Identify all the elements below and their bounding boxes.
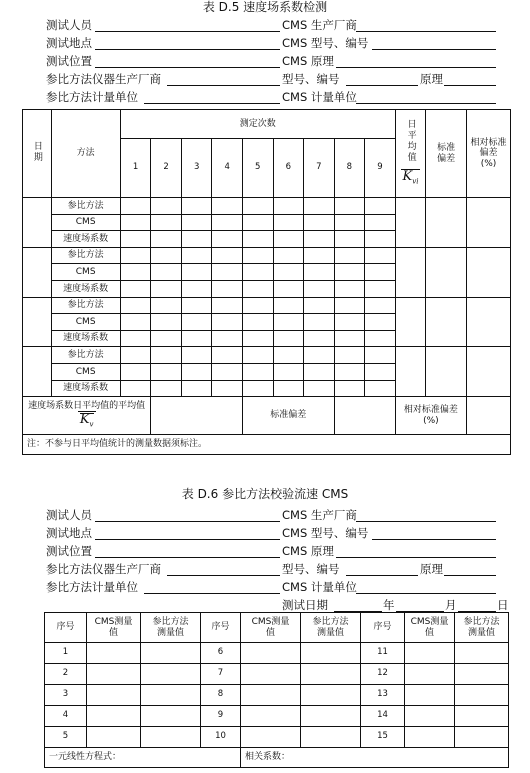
daily-avg-header: 日平均值 $K_{vi}$ — [395, 110, 426, 198]
measurement-cell[interactable] — [181, 198, 212, 215]
measurement-cell[interactable] — [304, 247, 335, 264]
cms-principle-label-d6: CMS 原理 — [282, 544, 334, 558]
daily-avg-cell[interactable] — [395, 347, 426, 397]
measurement-cell[interactable] — [273, 297, 304, 314]
cms-model-label-d6: CMS 型号、编号 — [282, 526, 369, 540]
measurement-cell[interactable] — [304, 347, 335, 364]
ref-principle-label-d6: 原理 — [420, 562, 443, 576]
cms-manufacturer-label: CMS 生产厂商 — [282, 18, 357, 32]
method-header: 方法 — [51, 110, 120, 198]
position-field-d6[interactable] — [95, 557, 280, 558]
measurement-cell[interactable] — [212, 330, 243, 347]
ref-unit-label-d6: 参比方法计量单位 — [46, 580, 138, 594]
measurement-cell[interactable] — [334, 198, 365, 215]
seq-cell: 14 — [361, 706, 405, 727]
measurement-cell[interactable] — [273, 380, 304, 397]
measurement-cell[interactable] — [242, 363, 273, 380]
ref-manufacturer-field-d6[interactable] — [167, 575, 280, 576]
seq-cell: 11 — [361, 643, 405, 664]
position-field[interactable] — [95, 67, 280, 68]
cms-value-cell[interactable] — [87, 643, 141, 664]
cms-value-cell[interactable] — [241, 706, 301, 727]
ref-value-cell[interactable] — [301, 664, 361, 685]
ref-value-cell[interactable] — [301, 643, 361, 664]
ref-value-cell[interactable] — [455, 727, 509, 748]
measurement-cell[interactable] — [120, 264, 151, 281]
table-d5 — [22, 109, 511, 455]
cms-value-cell[interactable] — [87, 727, 141, 748]
std-dev-cell[interactable] — [426, 198, 467, 248]
avg-of-avg-value[interactable] — [151, 397, 243, 435]
cms-value-cell[interactable] — [405, 685, 455, 706]
year-label: 年 — [383, 598, 395, 612]
measurement-cell[interactable] — [212, 264, 243, 281]
measurement-cell[interactable] — [242, 198, 273, 215]
count-9: 9 — [365, 139, 396, 198]
measurement-cell[interactable] — [212, 347, 243, 364]
seq-cell: 4 — [45, 706, 87, 727]
count-1: 1 — [120, 139, 151, 198]
seq-cell: 13 — [361, 685, 405, 706]
seq-cell: 7 — [201, 664, 241, 685]
measurement-cell[interactable] — [304, 231, 335, 248]
k-vi-symbol: $K_{vi}$ — [401, 169, 421, 189]
seq-header-3: 序号 — [361, 613, 405, 643]
std-dev-footer-value[interactable] — [334, 397, 395, 435]
ref-model-label-d6: 型号、编号 — [282, 562, 340, 576]
cms-manufacturer-field[interactable] — [356, 31, 496, 32]
ref-unit-field[interactable] — [144, 103, 280, 104]
measurement-cell[interactable] — [334, 247, 365, 264]
measurement-cell[interactable] — [365, 363, 396, 380]
measurement-cell[interactable] — [242, 314, 273, 331]
ref-value-cell[interactable] — [141, 643, 201, 664]
measurement-cell[interactable] — [365, 247, 396, 264]
measurement-cell[interactable] — [151, 314, 182, 331]
measurement-cell[interactable] — [242, 297, 273, 314]
measurement-cell[interactable] — [151, 380, 182, 397]
method-cell: 速度场系数 — [51, 330, 120, 347]
method-cell: 速度场系数 — [51, 231, 120, 248]
date-cell[interactable] — [23, 297, 52, 347]
seq-cell: 2 — [45, 664, 87, 685]
count-3: 3 — [181, 139, 212, 198]
measurement-cell[interactable] — [304, 363, 335, 380]
measurement-cell[interactable] — [334, 280, 365, 297]
measurement-cell[interactable] — [120, 198, 151, 215]
measurement-cell[interactable] — [120, 347, 151, 364]
method-cell: 参比方法 — [51, 297, 120, 314]
measurement-cell[interactable] — [212, 247, 243, 264]
measurement-cell[interactable] — [181, 347, 212, 364]
measurement-cell[interactable] — [273, 347, 304, 364]
measurement-cell[interactable] — [212, 198, 243, 215]
measurement-cell[interactable] — [120, 214, 151, 231]
measurement-cell[interactable] — [273, 198, 304, 215]
measurement-cell[interactable] — [242, 280, 273, 297]
ref-header-3: 参比方法测量值 — [455, 613, 509, 643]
ref-unit-field-d6[interactable] — [144, 593, 280, 594]
rel-std-cell[interactable] — [467, 297, 511, 347]
ref-principle-field[interactable] — [444, 85, 496, 86]
measurement-cell[interactable] — [304, 297, 335, 314]
measurement-cell[interactable] — [120, 247, 151, 264]
ref-manufacturer-label-d6: 参比方法仪器生产厂商 — [46, 562, 161, 576]
measurement-cell[interactable] — [365, 330, 396, 347]
cms-principle-label: CMS 原理 — [282, 54, 334, 68]
ref-value-cell[interactable] — [455, 643, 509, 664]
table-d5-title: 表 D.5 速度场系数检测 — [202, 0, 328, 14]
ref-value-cell[interactable] — [141, 706, 201, 727]
measurement-cell[interactable] — [273, 264, 304, 281]
date-cell[interactable] — [23, 347, 52, 397]
ref-value-cell[interactable] — [301, 727, 361, 748]
seq-cell: 9 — [201, 706, 241, 727]
ref-unit-label: 参比方法计量单位 — [46, 90, 138, 104]
measurement-cell[interactable] — [334, 363, 365, 380]
count-7: 7 — [304, 139, 335, 198]
measurement-cell[interactable] — [151, 280, 182, 297]
measurement-cell[interactable] — [181, 330, 212, 347]
measurement-cell[interactable] — [120, 314, 151, 331]
seq-cell: 6 — [201, 643, 241, 664]
daily-avg-cell[interactable] — [395, 247, 426, 297]
cms-value-cell[interactable] — [405, 706, 455, 727]
measurement-cell[interactable] — [181, 297, 212, 314]
measurement-cell[interactable] — [212, 363, 243, 380]
measurement-cell[interactable] — [365, 198, 396, 215]
ref-manufacturer-label: 参比方法仪器生产厂商 — [46, 72, 161, 86]
cms-unit-label-d6: CMS 计量单位 — [282, 580, 357, 594]
measurement-cell[interactable] — [334, 347, 365, 364]
count-8: 8 — [334, 139, 365, 198]
daily-avg-cell[interactable] — [395, 297, 426, 347]
cms-model-label: CMS 型号、编号 — [282, 36, 369, 50]
location-label-d6: 测试地点 — [46, 526, 92, 540]
method-cell: 参比方法 — [51, 347, 120, 364]
measurement-cell[interactable] — [212, 380, 243, 397]
cms-header-3: CMS测量值 — [405, 613, 455, 643]
seq-cell: 15 — [361, 727, 405, 748]
measurement-cell[interactable] — [365, 297, 396, 314]
cms-header-1: CMS测量值 — [87, 613, 141, 643]
ref-model-field[interactable] — [346, 85, 418, 86]
measurement-cell[interactable] — [273, 214, 304, 231]
ref-value-cell[interactable] — [141, 664, 201, 685]
tester-label: 测试人员 — [46, 18, 92, 32]
cms-manufacturer-field-d6[interactable] — [356, 521, 496, 522]
cms-unit-label: CMS 计量单位 — [282, 90, 357, 104]
rel-std-footer-value[interactable] — [467, 397, 511, 435]
date-header: 日期 — [23, 110, 52, 198]
tester-field-d6[interactable] — [95, 521, 280, 522]
cms-manufacturer-label-d6: CMS 生产厂商 — [282, 508, 357, 522]
cms-principle-field[interactable] — [336, 67, 496, 68]
location-field-d6[interactable] — [95, 539, 280, 540]
measurement-cell[interactable] — [181, 264, 212, 281]
cms-value-cell[interactable] — [87, 706, 141, 727]
measurement-cell[interactable] — [181, 363, 212, 380]
measurement-cell[interactable] — [181, 247, 212, 264]
rel-std-header: 相对标准偏差 (%) — [467, 110, 511, 198]
measurement-cell[interactable] — [365, 380, 396, 397]
measurement-cell[interactable] — [334, 214, 365, 231]
measurement-cell[interactable] — [242, 380, 273, 397]
measurement-cell[interactable] — [120, 380, 151, 397]
table-d6-title: 表 D.6 参比方法校验流速 CMS — [181, 487, 349, 501]
seq-cell: 1 — [45, 643, 87, 664]
measurement-cell[interactable] — [365, 231, 396, 248]
std-dev-footer-label: 标准偏差 — [242, 397, 334, 435]
day-label: 日 — [497, 598, 509, 612]
measurement-cell[interactable] — [273, 363, 304, 380]
method-cell: 参比方法 — [51, 198, 120, 215]
tester-field[interactable] — [95, 31, 280, 32]
measurement-cell[interactable] — [242, 330, 273, 347]
cms-value-cell[interactable] — [241, 727, 301, 748]
measurement-cell[interactable] — [151, 231, 182, 248]
count-2: 2 — [151, 139, 182, 198]
measurement-cell[interactable] — [212, 214, 243, 231]
cms-principle-field-d6[interactable] — [336, 557, 496, 558]
measurement-cell[interactable] — [273, 314, 304, 331]
measurement-cell[interactable] — [212, 231, 243, 248]
std-dev-header: 标准偏差 — [426, 110, 467, 198]
date-cell[interactable] — [23, 247, 52, 297]
location-label: 测试地点 — [46, 36, 92, 50]
measurement-cell[interactable] — [242, 214, 273, 231]
ref-value-cell[interactable] — [301, 685, 361, 706]
measurement-cell[interactable] — [151, 264, 182, 281]
method-cell: 参比方法 — [51, 247, 120, 264]
measurement-cell[interactable] — [304, 264, 335, 281]
tester-label-d6: 测试人员 — [46, 508, 92, 522]
cms-value-cell[interactable] — [405, 664, 455, 685]
method-cell: CMS — [51, 264, 120, 281]
daily-avg-cell[interactable] — [395, 198, 426, 248]
cms-value-cell[interactable] — [405, 643, 455, 664]
count-5: 5 — [242, 139, 273, 198]
date-cell[interactable] — [23, 198, 52, 248]
seq-cell: 5 — [45, 727, 87, 748]
ref-header-1: 参比方法测量值 — [141, 613, 201, 643]
d5-note: 注：不参与日平均值统计的测量数据须标注。 — [23, 435, 511, 455]
measurement-cell[interactable] — [304, 380, 335, 397]
ref-value-cell[interactable] — [455, 664, 509, 685]
linear-equation-label: 一元线性方程式： — [45, 748, 241, 768]
method-cell: CMS — [51, 314, 120, 331]
measurement-cell[interactable] — [242, 231, 273, 248]
measurement-cell[interactable] — [334, 297, 365, 314]
measurement-cell[interactable] — [365, 264, 396, 281]
ref-value-cell[interactable] — [141, 727, 201, 748]
measurement-cell[interactable] — [212, 314, 243, 331]
rel-std-footer-label: 相对标准偏差(%) — [395, 397, 466, 435]
measurement-cell[interactable] — [151, 363, 182, 380]
measurement-cell[interactable] — [365, 314, 396, 331]
rel-std-cell[interactable] — [467, 247, 511, 297]
measurement-cell[interactable] — [334, 314, 365, 331]
cms-unit-field-d6[interactable] — [356, 593, 496, 594]
ref-model-label: 型号、编号 — [282, 72, 340, 86]
test-date-label: 测试日期 — [282, 598, 328, 612]
k-v-double-bar: $K_v$ — [79, 412, 94, 429]
cms-unit-field[interactable] — [356, 103, 496, 104]
measurement-cell[interactable] — [212, 297, 243, 314]
seq-cell: 12 — [361, 664, 405, 685]
cms-header-2: CMS测量值 — [241, 613, 301, 643]
measurement-cell[interactable] — [273, 330, 304, 347]
count-4: 4 — [212, 139, 243, 198]
measurement-cell[interactable] — [242, 264, 273, 281]
measurement-cell[interactable] — [120, 330, 151, 347]
cms-value-cell[interactable] — [241, 643, 301, 664]
measurement-cell[interactable] — [151, 297, 182, 314]
cms-value-cell[interactable] — [241, 685, 301, 706]
measurement-cell[interactable] — [151, 347, 182, 364]
measurement-cell[interactable] — [151, 247, 182, 264]
cms-model-field-d6[interactable] — [372, 539, 496, 540]
ref-principle-field-d6[interactable] — [444, 575, 496, 576]
measurement-cell[interactable] — [334, 231, 365, 248]
ref-model-field-d6[interactable] — [346, 575, 418, 576]
cms-model-field[interactable] — [372, 49, 496, 50]
measurement-cell[interactable] — [181, 380, 212, 397]
ref-principle-label: 原理 — [420, 72, 443, 86]
count-header: 测定次数 — [120, 110, 395, 139]
cms-value-cell[interactable] — [241, 664, 301, 685]
measurement-cell[interactable] — [304, 198, 335, 215]
ref-value-cell[interactable] — [141, 685, 201, 706]
measurement-cell[interactable] — [334, 330, 365, 347]
ref-value-cell[interactable] — [455, 706, 509, 727]
std-dev-cell[interactable] — [426, 247, 467, 297]
measurement-cell[interactable] — [304, 330, 335, 347]
measurement-cell[interactable] — [334, 380, 365, 397]
measurement-cell[interactable] — [120, 297, 151, 314]
std-dev-cell[interactable] — [426, 297, 467, 347]
method-cell: CMS — [51, 214, 120, 231]
location-field[interactable] — [95, 49, 280, 50]
measurement-cell[interactable] — [181, 314, 212, 331]
ref-value-cell[interactable] — [301, 706, 361, 727]
measurement-cell[interactable] — [304, 214, 335, 231]
method-cell: 速度场系数 — [51, 380, 120, 397]
ref-value-cell[interactable] — [455, 685, 509, 706]
table-d6 — [44, 612, 509, 768]
measurement-cell[interactable] — [120, 363, 151, 380]
measurement-cell[interactable] — [181, 231, 212, 248]
rel-std-cell[interactable] — [467, 198, 511, 248]
position-label: 测试位置 — [46, 54, 92, 68]
measurement-cell[interactable] — [151, 330, 182, 347]
month-label: 月 — [445, 598, 457, 612]
measurement-cell[interactable] — [120, 280, 151, 297]
measurement-cell[interactable] — [273, 231, 304, 248]
seq-cell: 10 — [201, 727, 241, 748]
seq-header-2: 序号 — [201, 613, 241, 643]
measurement-cell[interactable] — [365, 280, 396, 297]
measurement-cell[interactable] — [365, 214, 396, 231]
measurement-cell[interactable] — [334, 264, 365, 281]
seq-cell: 3 — [45, 685, 87, 706]
ref-header-2: 参比方法测量值 — [301, 613, 361, 643]
measurement-cell[interactable] — [151, 198, 182, 215]
measurement-cell[interactable] — [181, 214, 212, 231]
std-dev-cell[interactable] — [426, 347, 467, 397]
count-6: 6 — [273, 139, 304, 198]
method-cell: 速度场系数 — [51, 280, 120, 297]
measurement-cell[interactable] — [304, 280, 335, 297]
seq-header-1: 序号 — [45, 613, 87, 643]
cms-value-cell[interactable] — [87, 685, 141, 706]
seq-cell: 8 — [201, 685, 241, 706]
cms-value-cell[interactable] — [405, 727, 455, 748]
ref-manufacturer-field[interactable] — [167, 85, 280, 86]
measurement-cell[interactable] — [151, 214, 182, 231]
measurement-cell[interactable] — [365, 347, 396, 364]
measurement-cell[interactable] — [242, 347, 273, 364]
measurement-cell[interactable] — [120, 231, 151, 248]
measurement-cell[interactable] — [181, 280, 212, 297]
rel-std-cell[interactable] — [467, 347, 511, 397]
measurement-cell[interactable] — [273, 247, 304, 264]
position-label-d6: 测试位置 — [46, 544, 92, 558]
measurement-cell[interactable] — [212, 280, 243, 297]
method-cell: CMS — [51, 363, 120, 380]
measurement-cell[interactable] — [242, 247, 273, 264]
correlation-label: 相关系数： — [241, 748, 509, 768]
avg-of-avg-label: 速度场系数日平均值的平均值 $K_v$ — [23, 397, 151, 435]
measurement-cell[interactable] — [304, 314, 335, 331]
measurement-cell[interactable] — [273, 280, 304, 297]
cms-value-cell[interactable] — [87, 664, 141, 685]
